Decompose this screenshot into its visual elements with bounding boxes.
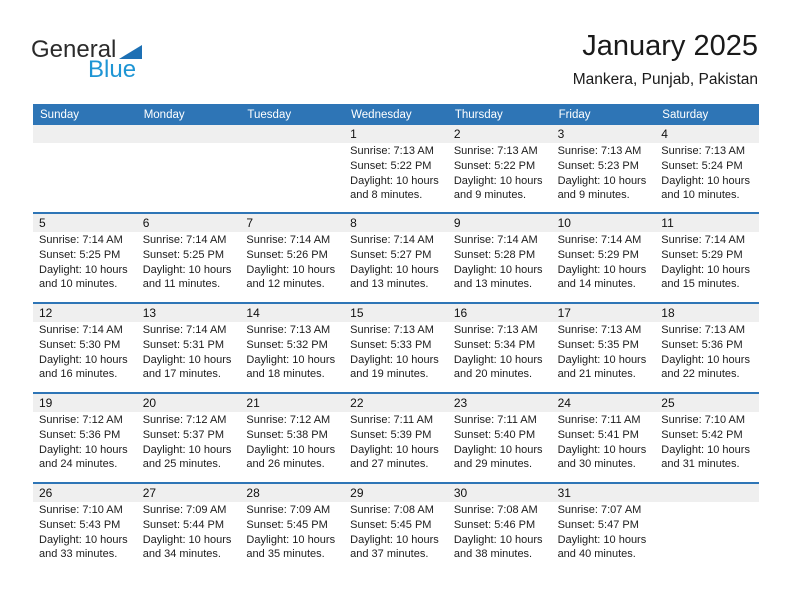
day-daylight: Daylight: 10 hours and 35 minutes.: [246, 533, 336, 561]
day-sunset: Sunset: 5:47 PM: [557, 518, 639, 531]
day-cell: [240, 394, 344, 482]
day-number: 16: [448, 304, 552, 322]
day-cell: [33, 304, 137, 392]
day-daylight: Daylight: 10 hours and 17 minutes.: [142, 353, 232, 381]
day-number: 12: [33, 304, 137, 322]
day-sunset: Sunset: 5:41 PM: [557, 428, 639, 441]
day-sunset: Sunset: 5:22 PM: [453, 159, 536, 172]
day-daylight: Daylight: 10 hours and 18 minutes.: [246, 353, 336, 381]
day-sunrise: Sunrise: 7:10 AM: [39, 504, 123, 516]
day-number: 14: [240, 304, 344, 322]
day-cell: [344, 484, 448, 572]
day-daylight: Daylight: 10 hours and 9 minutes.: [557, 174, 647, 202]
day-sunrise: Sunrise: 7:11 AM: [557, 414, 641, 426]
empty-day-cell: [655, 484, 759, 572]
day-sunrise: Sunrise: 7:13 AM: [661, 324, 746, 336]
day-daylight: Daylight: 10 hours and 38 minutes.: [453, 533, 543, 561]
general-blue-logo: [31, 38, 142, 82]
day-daylight: Daylight: 10 hours and 13 minutes.: [453, 263, 543, 291]
day-sunrise: Sunrise: 7:09 AM: [246, 504, 331, 516]
day-daylight: Daylight: 10 hours and 16 minutes.: [39, 353, 128, 381]
day-number: [33, 125, 137, 143]
day-cell: [448, 394, 552, 482]
day-number: 28: [240, 484, 344, 502]
day-number: 27: [137, 484, 241, 502]
day-number: 11: [655, 214, 759, 232]
day-number: [137, 125, 241, 143]
day-cell: [240, 484, 344, 572]
day-cell: [344, 125, 448, 212]
day-cell: [448, 484, 552, 572]
title-block: [573, 30, 758, 88]
day-sunset: Sunset: 5:22 PM: [350, 159, 432, 172]
day-sunrise: Sunrise: 7:13 AM: [557, 324, 642, 336]
day-daylight: Daylight: 10 hours and 8 minutes.: [350, 174, 439, 202]
day-cell: [552, 214, 656, 302]
day-sunset: Sunset: 5:45 PM: [246, 518, 328, 531]
day-cell: [344, 394, 448, 482]
day-daylight: Daylight: 10 hours and 29 minutes.: [453, 443, 543, 471]
day-daylight: Daylight: 10 hours and 37 minutes.: [350, 533, 439, 561]
day-number: 15: [344, 304, 448, 322]
day-sunrise: Sunrise: 7:14 AM: [661, 234, 746, 246]
day-cell: [552, 394, 656, 482]
day-daylight: Daylight: 10 hours and 31 minutes.: [661, 443, 750, 471]
day-sunset: Sunset: 5:23 PM: [557, 159, 639, 172]
empty-day-cell: [240, 125, 344, 212]
day-number: 31: [552, 484, 656, 502]
day-number: 20: [137, 394, 241, 412]
week-row: [33, 302, 759, 392]
day-cell: [344, 214, 448, 302]
day-sunset: Sunset: 5:46 PM: [453, 518, 536, 531]
day-sunset: Sunset: 5:28 PM: [453, 248, 536, 261]
day-cell: [137, 304, 241, 392]
day-sunset: Sunset: 5:30 PM: [39, 338, 121, 351]
day-daylight: Daylight: 10 hours and 33 minutes.: [39, 533, 128, 561]
day-daylight: Daylight: 10 hours and 12 minutes.: [246, 263, 336, 291]
day-daylight: Daylight: 10 hours and 30 minutes.: [557, 443, 647, 471]
logo-text-blue: Blue: [88, 56, 137, 83]
day-sunset: Sunset: 5:27 PM: [350, 248, 432, 261]
day-sunset: Sunset: 5:33 PM: [350, 338, 432, 351]
day-number: 8: [344, 214, 448, 232]
day-number: 2: [448, 125, 552, 143]
day-number: 25: [655, 394, 759, 412]
day-sunrise: Sunrise: 7:08 AM: [350, 504, 434, 516]
day-daylight: Daylight: 10 hours and 27 minutes.: [350, 443, 439, 471]
day-sunrise: Sunrise: 7:08 AM: [453, 504, 538, 516]
day-sunrise: Sunrise: 7:13 AM: [453, 145, 538, 157]
day-sunset: Sunset: 5:31 PM: [142, 338, 225, 351]
day-sunset: Sunset: 5:36 PM: [661, 338, 743, 351]
day-number: 18: [655, 304, 759, 322]
day-sunset: Sunset: 5:37 PM: [142, 428, 225, 441]
day-sunrise: Sunrise: 7:09 AM: [142, 504, 227, 516]
day-number: 22: [344, 394, 448, 412]
day-sunset: Sunset: 5:36 PM: [39, 428, 121, 441]
empty-day-cell: [137, 125, 241, 212]
day-sunrise: Sunrise: 7:12 AM: [39, 414, 123, 426]
day-sunset: Sunset: 5:42 PM: [661, 428, 743, 441]
day-number: 19: [33, 394, 137, 412]
day-sunrise: Sunrise: 7:14 AM: [142, 324, 227, 336]
day-sunrise: Sunrise: 7:07 AM: [557, 504, 642, 516]
day-sunrise: Sunrise: 7:13 AM: [557, 145, 642, 157]
week-row: [33, 212, 759, 302]
day-sunrise: Sunrise: 7:13 AM: [246, 324, 331, 336]
day-daylight: Daylight: 10 hours and 10 minutes.: [661, 174, 750, 202]
day-cell: [344, 304, 448, 392]
day-cell: [240, 214, 344, 302]
day-cell: [655, 125, 759, 212]
day-sunset: Sunset: 5:29 PM: [661, 248, 743, 261]
day-cell: [448, 214, 552, 302]
day-sunset: Sunset: 5:29 PM: [557, 248, 639, 261]
day-cell: [137, 484, 241, 572]
week-row: [33, 125, 759, 212]
calendar-weekday-header: [33, 104, 759, 125]
day-sunrise: Sunrise: 7:11 AM: [350, 414, 434, 426]
day-sunset: Sunset: 5:32 PM: [246, 338, 328, 351]
day-daylight: Daylight: 10 hours and 22 minutes.: [661, 353, 750, 381]
weekday-header-cell: Sunday: [40, 108, 80, 121]
day-sunrise: Sunrise: 7:10 AM: [661, 414, 746, 426]
day-sunset: Sunset: 5:39 PM: [350, 428, 432, 441]
day-cell: [33, 484, 137, 572]
day-cell: [448, 125, 552, 212]
day-sunset: Sunset: 5:24 PM: [661, 159, 743, 172]
day-cell: [655, 394, 759, 482]
day-sunset: Sunset: 5:25 PM: [39, 248, 121, 261]
day-daylight: Daylight: 10 hours and 13 minutes.: [350, 263, 439, 291]
weekday-header-cell: Saturday: [662, 108, 709, 121]
logo-text-general: General: [31, 36, 117, 63]
day-number: 7: [240, 214, 344, 232]
week-row: [33, 392, 759, 482]
day-sunset: Sunset: 5:26 PM: [246, 248, 328, 261]
day-sunrise: Sunrise: 7:14 AM: [142, 234, 227, 246]
day-sunrise: Sunrise: 7:14 AM: [557, 234, 642, 246]
day-daylight: Daylight: 10 hours and 9 minutes.: [453, 174, 543, 202]
day-number: 3: [552, 125, 656, 143]
day-daylight: Daylight: 10 hours and 40 minutes.: [557, 533, 647, 561]
day-number: 23: [448, 394, 552, 412]
day-number: 9: [448, 214, 552, 232]
day-number: 5: [33, 214, 137, 232]
weekday-header-cell: Wednesday: [351, 108, 412, 121]
day-number: 6: [137, 214, 241, 232]
day-cell: [655, 304, 759, 392]
day-number: 4: [655, 125, 759, 143]
weekday-header-cell: Monday: [143, 108, 185, 121]
day-sunset: Sunset: 5:45 PM: [350, 518, 432, 531]
day-number: 17: [552, 304, 656, 322]
day-sunrise: Sunrise: 7:13 AM: [453, 324, 538, 336]
day-daylight: Daylight: 10 hours and 25 minutes.: [142, 443, 232, 471]
day-cell: [552, 484, 656, 572]
day-number: 13: [137, 304, 241, 322]
day-number: 21: [240, 394, 344, 412]
day-number: 29: [344, 484, 448, 502]
day-daylight: Daylight: 10 hours and 34 minutes.: [142, 533, 232, 561]
day-sunset: Sunset: 5:40 PM: [453, 428, 536, 441]
calendar: [33, 104, 759, 572]
day-cell: [552, 125, 656, 212]
day-sunrise: Sunrise: 7:12 AM: [246, 414, 331, 426]
day-cell: [137, 394, 241, 482]
day-daylight: Daylight: 10 hours and 24 minutes.: [39, 443, 128, 471]
day-sunrise: Sunrise: 7:14 AM: [453, 234, 538, 246]
day-number: 26: [33, 484, 137, 502]
day-number: 30: [448, 484, 552, 502]
day-daylight: Daylight: 10 hours and 19 minutes.: [350, 353, 439, 381]
day-sunrise: Sunrise: 7:13 AM: [350, 145, 434, 157]
day-daylight: Daylight: 10 hours and 15 minutes.: [661, 263, 750, 291]
day-sunrise: Sunrise: 7:14 AM: [246, 234, 331, 246]
day-cell: [552, 304, 656, 392]
day-number: 10: [552, 214, 656, 232]
day-cell: [33, 214, 137, 302]
day-daylight: Daylight: 10 hours and 14 minutes.: [557, 263, 647, 291]
weekday-header-cell: Tuesday: [247, 108, 292, 121]
day-sunset: Sunset: 5:38 PM: [246, 428, 328, 441]
day-number: [655, 484, 759, 502]
day-cell: [137, 214, 241, 302]
day-sunset: Sunset: 5:43 PM: [39, 518, 121, 531]
day-cell: [448, 304, 552, 392]
day-sunrise: Sunrise: 7:11 AM: [453, 414, 537, 426]
day-sunset: Sunset: 5:25 PM: [142, 248, 225, 261]
day-sunrise: Sunrise: 7:14 AM: [39, 324, 123, 336]
day-sunrise: Sunrise: 7:13 AM: [661, 145, 746, 157]
day-sunrise: Sunrise: 7:13 AM: [350, 324, 434, 336]
day-number: 24: [552, 394, 656, 412]
day-sunrise: Sunrise: 7:14 AM: [39, 234, 123, 246]
day-sunset: Sunset: 5:34 PM: [453, 338, 536, 351]
day-sunrise: Sunrise: 7:12 AM: [142, 414, 227, 426]
page-title: January 2025: [582, 30, 758, 62]
page-subtitle: Mankera, Punjab, Pakistan: [572, 71, 758, 89]
day-cell: [33, 394, 137, 482]
day-daylight: Daylight: 10 hours and 20 minutes.: [453, 353, 543, 381]
day-daylight: Daylight: 10 hours and 11 minutes.: [142, 263, 232, 291]
day-number: 1: [344, 125, 448, 143]
day-cell: [655, 214, 759, 302]
day-daylight: Daylight: 10 hours and 10 minutes.: [39, 263, 128, 291]
weekday-header-cell: Thursday: [454, 108, 503, 121]
weekday-header-cell: Friday: [558, 108, 591, 121]
week-row: [33, 482, 759, 572]
day-daylight: Daylight: 10 hours and 21 minutes.: [557, 353, 647, 381]
day-sunset: Sunset: 5:35 PM: [557, 338, 639, 351]
calendar-grid: [33, 125, 759, 572]
empty-day-cell: [33, 125, 137, 212]
day-sunset: Sunset: 5:44 PM: [142, 518, 225, 531]
day-number: [240, 125, 344, 143]
day-sunrise: Sunrise: 7:14 AM: [350, 234, 434, 246]
day-daylight: Daylight: 10 hours and 26 minutes.: [246, 443, 336, 471]
day-cell: [240, 304, 344, 392]
